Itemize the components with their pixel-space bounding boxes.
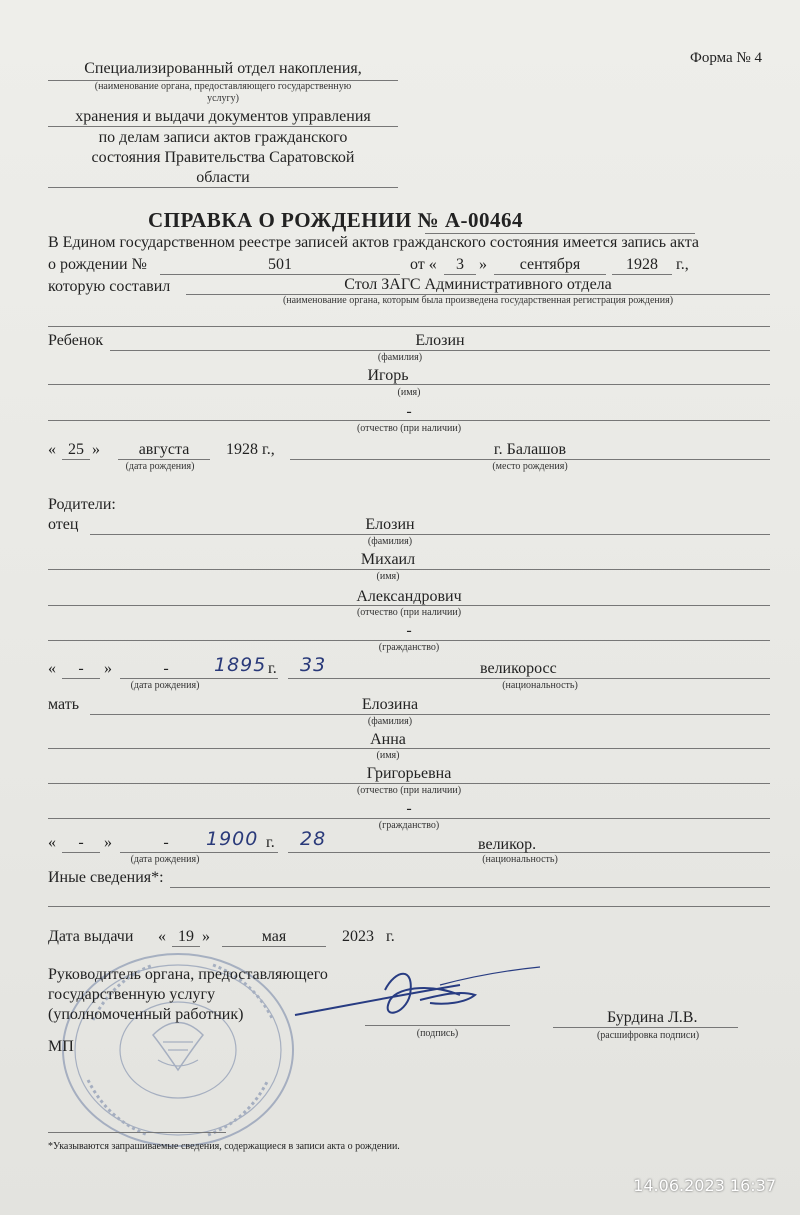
org-line-4: состояния Правительства Саратовской bbox=[91, 149, 355, 166]
mother-name-rule bbox=[48, 748, 770, 749]
father-birth-year-handwritten: 1895 bbox=[214, 654, 267, 676]
record-day-rule bbox=[444, 274, 476, 275]
child-surname-caption: (фамилия) bbox=[377, 352, 423, 363]
father-citizenship-rule bbox=[48, 640, 770, 641]
father-nationality-caption: (национальность) bbox=[502, 680, 578, 691]
signer-caption: (расшифровка подписи) bbox=[596, 1030, 700, 1041]
child-patronymic-rule bbox=[48, 420, 770, 421]
issue-day-rule bbox=[172, 946, 200, 947]
footnote: *Указываются запрашиваемые сведения, содержащиеся в записи акта о рождении. bbox=[48, 1141, 400, 1152]
mother-patronymic: Григорьевна bbox=[366, 765, 452, 782]
mother-citizenship: - bbox=[406, 800, 412, 817]
record-day: 3 bbox=[456, 256, 464, 273]
child-name-rule bbox=[48, 384, 770, 385]
father-surname-caption: (фамилия) bbox=[367, 536, 413, 547]
father-birth-close: » bbox=[104, 660, 112, 677]
parents-label: Родители: bbox=[48, 496, 116, 513]
issue-day: 19 bbox=[178, 928, 194, 945]
composed-caption: (наименование органа, которым была произведена государственная регистрация рождения) bbox=[282, 295, 674, 306]
document-title: СПРАВКА О РОЖДЕНИИ № А-00464 bbox=[148, 208, 524, 232]
signature-mark bbox=[290, 955, 550, 1035]
child-birth-caption: (дата рождения) bbox=[125, 461, 195, 472]
footnote-rule bbox=[48, 1132, 226, 1133]
mother-patronymic-caption: (отчество (при наличии) bbox=[356, 785, 462, 796]
record-close-quote: » bbox=[479, 256, 487, 273]
other-info-label: Иные сведения*: bbox=[48, 869, 164, 886]
father-birth-open: « bbox=[48, 660, 56, 677]
form-number: Форма № 4 bbox=[690, 50, 762, 66]
father-birth-day: - bbox=[78, 660, 84, 677]
child-patronymic-caption: (отчество (при наличии) bbox=[356, 423, 462, 434]
father-nationality-rule bbox=[288, 678, 770, 679]
photo-timestamp: 14.06.2023 16:37 bbox=[633, 1176, 776, 1195]
issue-date-label: Дата выдачи bbox=[48, 928, 134, 945]
child-label: Ребенок bbox=[48, 332, 104, 349]
father-surname-rule bbox=[90, 534, 770, 535]
mother-patronymic-rule bbox=[48, 783, 770, 784]
mother-birth-month: - bbox=[163, 834, 169, 851]
org-line-3: по делам записи актов гражданского bbox=[98, 129, 348, 146]
child-birth-place-caption: (место рождения) bbox=[492, 461, 568, 472]
org-line-5: области bbox=[196, 169, 250, 186]
org-caption-2: услугу) bbox=[207, 93, 239, 104]
child-birth-month: августа bbox=[138, 441, 190, 458]
record-month-rule bbox=[494, 274, 606, 275]
father-label: отец bbox=[48, 516, 79, 533]
issue-month: мая bbox=[261, 928, 287, 945]
father-birth-month: - bbox=[163, 660, 169, 677]
father-nationality: великоросс bbox=[480, 660, 557, 677]
intro-record-label: о рождении № bbox=[48, 256, 147, 273]
child-birth-day: 25 bbox=[68, 441, 84, 458]
father-name-rule bbox=[48, 569, 770, 570]
mother-surname-caption: (фамилия) bbox=[367, 716, 413, 727]
child-patronymic: - bbox=[406, 403, 412, 420]
child-birth-close: » bbox=[92, 441, 100, 458]
child-surname-rule bbox=[110, 350, 770, 351]
father-citizenship: - bbox=[406, 622, 412, 639]
issue-year: 2023 bbox=[342, 928, 374, 945]
org-line-5-rule bbox=[48, 187, 398, 188]
record-year-suffix: г., bbox=[676, 256, 689, 273]
mother-birth-g: г. bbox=[266, 834, 275, 851]
mother-birth-day-rule bbox=[62, 852, 100, 853]
record-number-rule bbox=[160, 274, 400, 275]
mother-age-handwritten: 28 bbox=[300, 828, 327, 850]
mother-birth-year-handwritten: 1900 bbox=[206, 828, 259, 850]
mother-birth-caption: (дата рождения) bbox=[130, 854, 200, 865]
other-info-rule-1 bbox=[170, 887, 770, 888]
record-month: сентября bbox=[519, 256, 581, 273]
child-surname: Елозин bbox=[415, 332, 465, 349]
mp-mark: МП bbox=[48, 1038, 74, 1055]
org-line-2-rule bbox=[48, 126, 398, 127]
father-name-caption: (имя) bbox=[376, 571, 400, 582]
father-birth-caption: (дата рождения) bbox=[130, 680, 200, 691]
mother-surname: Елозина bbox=[361, 696, 419, 713]
record-year: 1928 bbox=[626, 256, 658, 273]
child-name-caption: (имя) bbox=[397, 387, 421, 398]
child-birth-month-rule bbox=[118, 459, 210, 460]
child-birth-place: г. Балашов bbox=[493, 441, 567, 458]
intro-text-1: В Едином государственном реестре записей актов гражданского состояния имеется запись акта bbox=[48, 234, 700, 251]
issue-close: » bbox=[202, 928, 210, 945]
record-number: 501 bbox=[268, 256, 292, 273]
father-surname: Елозин bbox=[365, 516, 415, 533]
mother-citizenship-rule bbox=[48, 818, 770, 819]
child-birth-place-rule bbox=[290, 459, 770, 460]
mother-citizenship-caption: (гражданство) bbox=[378, 820, 440, 831]
org-line-1: Специализированный отдел накопления, bbox=[84, 60, 362, 77]
mother-nationality: великор. bbox=[478, 836, 537, 853]
father-birth-g: г. bbox=[268, 660, 277, 677]
intro-from-label: от « bbox=[410, 256, 437, 273]
org-caption: (наименование органа, предоставляющего государственную bbox=[94, 81, 352, 92]
issue-g: г. bbox=[386, 928, 395, 945]
father-age-handwritten: 33 bbox=[300, 654, 327, 676]
other-info-rule-2 bbox=[48, 906, 770, 907]
father-name: Михаил bbox=[360, 551, 416, 568]
head-line-1: Руководитель органа, предоставляющего bbox=[48, 966, 328, 983]
signer-name: Бурдина Л.В. bbox=[607, 1009, 698, 1026]
issue-open: « bbox=[158, 928, 166, 945]
mother-birth-close: » bbox=[104, 834, 112, 851]
mother-surname-rule bbox=[90, 714, 770, 715]
mother-birth-month-rule bbox=[120, 852, 278, 853]
father-citizenship-caption: (гражданство) bbox=[378, 642, 440, 653]
father-birth-month-rule bbox=[120, 678, 278, 679]
child-birth-year: 1928 г., bbox=[226, 441, 275, 458]
signature-caption: (подпись) bbox=[416, 1028, 459, 1039]
org-line-2: хранения и выдачи документов управления bbox=[75, 108, 371, 125]
record-year-rule bbox=[612, 274, 672, 275]
mother-name-caption: (имя) bbox=[376, 750, 400, 761]
father-patronymic-caption: (отчество (при наличии) bbox=[356, 607, 462, 618]
blank-rule-1 bbox=[48, 326, 770, 327]
father-patronymic: Александрович bbox=[356, 588, 462, 605]
mother-name: Анна bbox=[370, 731, 406, 748]
composed-label: которую составил bbox=[48, 278, 171, 295]
father-patronymic-rule bbox=[48, 605, 770, 606]
mother-birth-open: « bbox=[48, 834, 56, 851]
father-birth-day-rule bbox=[62, 678, 100, 679]
issue-month-rule bbox=[222, 946, 326, 947]
mother-birth-day: - bbox=[78, 834, 84, 851]
child-birth-open: « bbox=[48, 441, 56, 458]
child-name: Игорь bbox=[367, 367, 409, 384]
head-line-3: (уполномоченный работник) bbox=[48, 1006, 244, 1023]
mother-label: мать bbox=[48, 696, 79, 713]
composed-by: Стол ЗАГС Административного отдела bbox=[344, 276, 612, 293]
mother-nationality-caption: (национальность) bbox=[482, 854, 558, 865]
child-birth-day-rule bbox=[62, 459, 90, 460]
head-line-2: государственную услугу bbox=[48, 986, 216, 1003]
signer-name-rule bbox=[553, 1027, 738, 1028]
signature-rule bbox=[365, 1025, 510, 1026]
